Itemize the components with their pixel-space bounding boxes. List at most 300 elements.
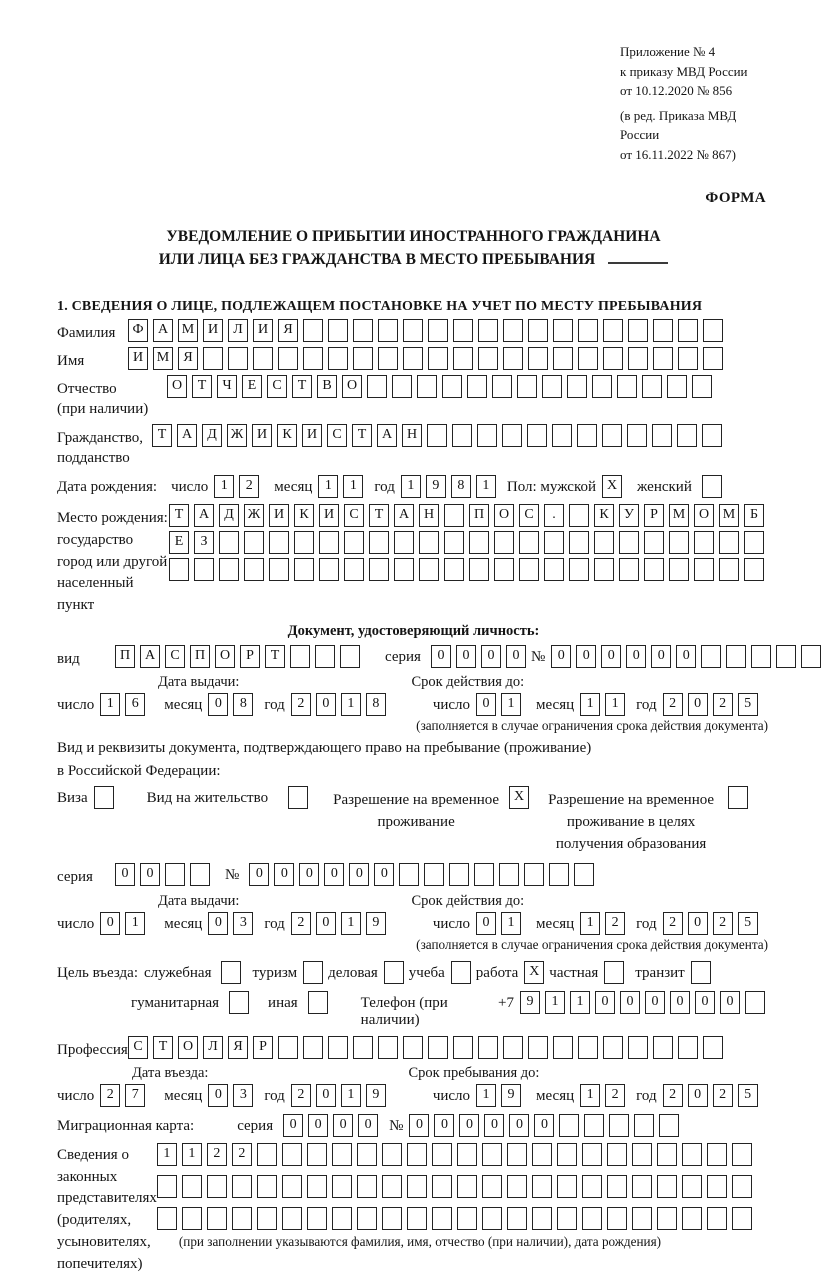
firstname-cell[interactable] [378,347,398,370]
residence-issue-day-cell[interactable]: 0 [100,912,120,935]
doc-kind-cell[interactable]: Р [240,645,260,668]
purpose-study-checkbox[interactable] [451,961,471,984]
patronymic-cell[interactable] [442,375,462,398]
birthplace-cell[interactable] [619,531,639,554]
citizenship-cell[interactable] [477,424,497,447]
representative-cell[interactable] [507,1207,527,1230]
firstname-cell[interactable] [653,347,673,370]
profession-cell[interactable] [278,1036,298,1059]
patronymic-cell[interactable]: С [267,375,287,398]
firstname-cell[interactable] [203,347,223,370]
birthplace-cell[interactable] [569,531,589,554]
profession-cell[interactable]: Р [253,1036,273,1059]
representative-cell[interactable] [307,1207,327,1230]
patronymic-cell[interactable]: Е [242,375,262,398]
surname-cell[interactable] [303,319,323,342]
citizenship-cell[interactable]: Т [352,424,372,447]
citizenship-cell[interactable] [452,424,472,447]
birthplace-cell[interactable] [744,531,764,554]
birthplace-cell[interactable] [694,531,714,554]
birthplace-cell[interactable]: Б [744,504,764,527]
representative-cell[interactable] [332,1143,352,1166]
doc-expiry-month-cell[interactable]: 1 [580,693,600,716]
residence-series-cell[interactable] [190,863,210,886]
residence-expiry-day-cell[interactable]: 0 [476,912,496,935]
patronymic-cell[interactable] [642,375,662,398]
surname-cell[interactable]: Я [278,319,298,342]
doc-kind-cell[interactable]: С [165,645,185,668]
profession-cell[interactable] [503,1036,523,1059]
citizenship-cell[interactable] [627,424,647,447]
doc-number-cell[interactable]: 0 [601,645,621,668]
sex-male-checkbox[interactable]: X [602,475,622,498]
phone-cell[interactable]: 9 [520,991,540,1014]
birthplace-cell[interactable] [269,531,289,554]
representative-cell[interactable] [407,1175,427,1198]
representative-cell[interactable] [682,1143,702,1166]
representative-cell[interactable] [157,1207,177,1230]
birthplace-cell[interactable]: К [594,504,614,527]
birthplace-cell[interactable] [519,531,539,554]
birth-day-cell[interactable]: 2 [239,475,259,498]
surname-cell[interactable] [553,319,573,342]
citizenship-cell[interactable] [702,424,722,447]
birthplace-cell[interactable] [644,558,664,581]
patronymic-cell[interactable] [392,375,412,398]
patronymic-cell[interactable]: О [342,375,362,398]
firstname-cell[interactable] [403,347,423,370]
patronymic-cell[interactable] [617,375,637,398]
birthplace-cell[interactable] [194,558,214,581]
representative-cell[interactable] [357,1207,377,1230]
profession-cell[interactable] [703,1036,723,1059]
doc-issue-year-cell[interactable]: 2 [291,693,311,716]
representative-cell[interactable] [707,1207,727,1230]
birthplace-cell[interactable] [244,531,264,554]
birthplace-cell[interactable]: К [294,504,314,527]
representative-cell[interactable] [532,1207,552,1230]
surname-cell[interactable] [403,319,423,342]
profession-cell[interactable] [603,1036,623,1059]
residence-expiry-day-cell[interactable]: 1 [501,912,521,935]
profession-cell[interactable] [678,1036,698,1059]
profession-cell[interactable] [628,1036,648,1059]
firstname-cell[interactable] [578,347,598,370]
birthplace-cell[interactable] [719,531,739,554]
representative-cell[interactable] [607,1207,627,1230]
patronymic-cell[interactable] [417,375,437,398]
surname-cell[interactable] [453,319,473,342]
residence-expiry-year-cell[interactable]: 5 [738,912,758,935]
surname-cell[interactable] [653,319,673,342]
representative-cell[interactable] [582,1207,602,1230]
stay-year-cell[interactable]: 2 [713,1084,733,1107]
citizenship-cell[interactable]: Д [202,424,222,447]
purpose-other-checkbox[interactable] [308,991,328,1014]
representative-cell[interactable] [432,1175,452,1198]
visa-checkbox[interactable] [94,786,114,809]
residence-number-cell[interactable] [474,863,494,886]
stay-day-cell[interactable]: 1 [476,1084,496,1107]
birthplace-cell[interactable]: О [694,504,714,527]
purpose-private-checkbox[interactable] [604,961,624,984]
representative-cell[interactable] [307,1175,327,1198]
surname-cell[interactable]: М [178,319,198,342]
citizenship-cell[interactable]: А [177,424,197,447]
representative-cell[interactable] [182,1207,202,1230]
residence-permit-checkbox[interactable] [288,786,308,809]
patronymic-cell[interactable] [567,375,587,398]
representative-cell[interactable] [157,1175,177,1198]
purpose-humanitarian-checkbox[interactable] [229,991,249,1014]
residence-number-cell[interactable]: 0 [349,863,369,886]
birthplace-cell[interactable]: Д [219,504,239,527]
firstname-cell[interactable]: И [128,347,148,370]
doc-series-cell[interactable]: 0 [431,645,451,668]
birthplace-cell[interactable] [594,531,614,554]
birthplace-cell[interactable] [419,558,439,581]
phone-cell[interactable]: 0 [645,991,665,1014]
purpose-work-checkbox[interactable]: X [524,961,544,984]
stay-month-cell[interactable]: 2 [605,1084,625,1107]
surname-cell[interactable]: И [253,319,273,342]
citizenship-cell[interactable]: Ж [227,424,247,447]
phone-cell[interactable]: 1 [545,991,565,1014]
profession-cell[interactable] [428,1036,448,1059]
birthplace-cell[interactable]: Е [169,531,189,554]
birthplace-cell[interactable] [569,558,589,581]
citizenship-cell[interactable] [577,424,597,447]
firstname-cell[interactable]: М [153,347,173,370]
representative-cell[interactable] [482,1143,502,1166]
stay-year-cell[interactable]: 0 [688,1084,708,1107]
representative-cell[interactable] [432,1207,452,1230]
firstname-cell[interactable] [503,347,523,370]
citizenship-cell[interactable]: К [277,424,297,447]
birthplace-cell[interactable] [369,531,389,554]
surname-cell[interactable]: И [203,319,223,342]
surname-cell[interactable] [378,319,398,342]
representative-cell[interactable] [557,1175,577,1198]
doc-number-cell[interactable]: 0 [551,645,571,668]
representative-cell[interactable] [432,1143,452,1166]
doc-expiry-year-cell[interactable]: 0 [688,693,708,716]
birthplace-cell[interactable] [669,558,689,581]
doc-number-cell[interactable]: 0 [576,645,596,668]
representative-cell[interactable] [407,1207,427,1230]
doc-issue-day-cell[interactable]: 6 [125,693,145,716]
birth-year-cell[interactable]: 8 [451,475,471,498]
doc-issue-year-cell[interactable]: 8 [366,693,386,716]
firstname-cell[interactable] [453,347,473,370]
patronymic-cell[interactable] [667,375,687,398]
profession-cell[interactable]: Я [228,1036,248,1059]
mc-series-cell[interactable]: 0 [308,1114,328,1137]
patronymic-cell[interactable]: О [167,375,187,398]
birthplace-cell[interactable] [169,558,189,581]
representative-cell[interactable] [457,1207,477,1230]
citizenship-cell[interactable]: Н [402,424,422,447]
residence-expiry-month-cell[interactable]: 2 [605,912,625,935]
birthplace-cell[interactable] [619,558,639,581]
purpose-transit-checkbox[interactable] [691,961,711,984]
mc-number-cell[interactable]: 0 [459,1114,479,1137]
surname-cell[interactable] [528,319,548,342]
surname-cell[interactable]: Л [228,319,248,342]
firstname-cell[interactable]: Я [178,347,198,370]
representative-cell[interactable] [507,1175,527,1198]
doc-number-cell[interactable] [701,645,721,668]
firstname-cell[interactable] [428,347,448,370]
residence-number-cell[interactable]: 0 [374,863,394,886]
residence-number-cell[interactable] [524,863,544,886]
firstname-cell[interactable] [553,347,573,370]
representative-cell[interactable] [232,1207,252,1230]
firstname-cell[interactable] [328,347,348,370]
representative-cell[interactable] [582,1175,602,1198]
representative-cell[interactable] [657,1143,677,1166]
surname-cell[interactable] [628,319,648,342]
residence-issue-month-cell[interactable]: 0 [208,912,228,935]
phone-cell[interactable] [745,991,765,1014]
representative-cell[interactable] [257,1143,277,1166]
mc-number-cell[interactable]: 0 [484,1114,504,1137]
birthplace-cell[interactable] [469,531,489,554]
profession-cell[interactable] [378,1036,398,1059]
profession-cell[interactable] [528,1036,548,1059]
doc-expiry-month-cell[interactable]: 1 [605,693,625,716]
representative-cell[interactable] [457,1175,477,1198]
purpose-official-checkbox[interactable] [221,961,241,984]
birthplace-cell[interactable] [494,531,514,554]
representative-cell[interactable] [357,1175,377,1198]
doc-series-cell[interactable]: 0 [506,645,526,668]
mc-series-cell[interactable]: 0 [333,1114,353,1137]
birthplace-cell[interactable]: С [519,504,539,527]
doc-kind-cell[interactable]: П [115,645,135,668]
representative-cell[interactable] [207,1175,227,1198]
patronymic-cell[interactable]: Т [292,375,312,398]
phone-cell[interactable]: 0 [595,991,615,1014]
mc-number-cell[interactable] [609,1114,629,1137]
profession-cell[interactable] [303,1036,323,1059]
mc-number-cell[interactable] [659,1114,679,1137]
residence-issue-year-cell[interactable]: 2 [291,912,311,935]
birthplace-cell[interactable] [494,558,514,581]
doc-kind-cell[interactable]: А [140,645,160,668]
representative-cell[interactable] [732,1207,752,1230]
birthplace-cell[interactable]: А [194,504,214,527]
representative-cell[interactable] [532,1175,552,1198]
birthplace-cell[interactable] [719,558,739,581]
entry-day-cell[interactable]: 2 [100,1084,120,1107]
firstname-cell[interactable] [303,347,323,370]
doc-expiry-year-cell[interactable]: 2 [663,693,683,716]
birthplace-cell[interactable]: З [194,531,214,554]
birthplace-cell[interactable] [219,558,239,581]
residence-expiry-year-cell[interactable]: 2 [663,912,683,935]
doc-kind-cell[interactable] [290,645,310,668]
patronymic-cell[interactable]: Ч [217,375,237,398]
birth-day-cell[interactable]: 1 [214,475,234,498]
representative-cell[interactable] [482,1207,502,1230]
birthplace-cell[interactable]: . [544,504,564,527]
residence-number-cell[interactable]: 0 [299,863,319,886]
residence-number-cell[interactable] [574,863,594,886]
edu-permit-checkbox[interactable] [728,786,748,809]
doc-kind-cell[interactable] [315,645,335,668]
surname-cell[interactable] [678,319,698,342]
mc-number-cell[interactable] [584,1114,604,1137]
birthplace-cell[interactable]: М [719,504,739,527]
birthplace-cell[interactable] [669,531,689,554]
representative-cell[interactable] [307,1143,327,1166]
representative-cell[interactable] [682,1207,702,1230]
firstname-cell[interactable] [603,347,623,370]
birthplace-cell[interactable] [294,558,314,581]
residence-number-cell[interactable] [449,863,469,886]
mc-number-cell[interactable]: 0 [434,1114,454,1137]
citizenship-cell[interactable] [527,424,547,447]
birthplace-cell[interactable]: Т [369,504,389,527]
purpose-tourism-checkbox[interactable] [303,961,323,984]
firstname-cell[interactable] [528,347,548,370]
birthplace-cell[interactable] [294,531,314,554]
representative-cell[interactable] [407,1143,427,1166]
patronymic-cell[interactable] [367,375,387,398]
representative-cell[interactable] [207,1207,227,1230]
surname-cell[interactable] [428,319,448,342]
representative-cell[interactable] [257,1207,277,1230]
patronymic-cell[interactable] [692,375,712,398]
birthplace-cell[interactable]: О [494,504,514,527]
representative-cell[interactable] [582,1143,602,1166]
birthplace-cell[interactable] [594,558,614,581]
birthplace-cell[interactable] [344,531,364,554]
representative-cell[interactable] [382,1143,402,1166]
doc-expiry-day-cell[interactable]: 1 [501,693,521,716]
citizenship-cell[interactable] [677,424,697,447]
phone-cell[interactable]: 0 [620,991,640,1014]
birthplace-cell[interactable] [219,531,239,554]
doc-series-cell[interactable]: 0 [481,645,501,668]
mc-number-cell[interactable]: 0 [534,1114,554,1137]
residence-number-cell[interactable] [424,863,444,886]
birthplace-cell[interactable] [444,558,464,581]
citizenship-cell[interactable] [427,424,447,447]
birthplace-cell[interactable] [269,558,289,581]
birthplace-cell[interactable]: И [319,504,339,527]
entry-year-cell[interactable]: 0 [316,1084,336,1107]
phone-cell[interactable]: 0 [695,991,715,1014]
representative-cell[interactable] [532,1143,552,1166]
citizenship-cell[interactable] [652,424,672,447]
stay-year-cell[interactable]: 2 [663,1084,683,1107]
surname-cell[interactable] [353,319,373,342]
birthplace-cell[interactable] [319,531,339,554]
birthplace-cell[interactable] [544,558,564,581]
mc-number-cell[interactable]: 0 [509,1114,529,1137]
birthplace-cell[interactable]: Н [419,504,439,527]
representative-cell[interactable] [282,1207,302,1230]
representative-cell[interactable] [707,1175,727,1198]
doc-kind-cell[interactable]: П [190,645,210,668]
mc-number-cell[interactable] [634,1114,654,1137]
doc-issue-year-cell[interactable]: 0 [316,693,336,716]
purpose-business-checkbox[interactable] [384,961,404,984]
surname-cell[interactable]: А [153,319,173,342]
phone-cell[interactable]: 0 [720,991,740,1014]
residence-series-cell[interactable]: 0 [140,863,160,886]
birthplace-cell[interactable] [444,531,464,554]
mc-number-cell[interactable]: 0 [409,1114,429,1137]
sex-female-checkbox[interactable] [702,475,722,498]
representative-cell[interactable] [732,1175,752,1198]
residence-issue-year-cell[interactable]: 1 [341,912,361,935]
representative-cell[interactable] [182,1175,202,1198]
profession-cell[interactable] [453,1036,473,1059]
firstname-cell[interactable] [228,347,248,370]
profession-cell[interactable]: О [178,1036,198,1059]
representative-cell[interactable] [357,1143,377,1166]
residence-issue-day-cell[interactable]: 1 [125,912,145,935]
citizenship-cell[interactable] [602,424,622,447]
citizenship-cell[interactable]: И [252,424,272,447]
firstname-cell[interactable] [703,347,723,370]
representative-cell[interactable] [682,1175,702,1198]
residence-expiry-month-cell[interactable]: 1 [580,912,600,935]
doc-issue-month-cell[interactable]: 0 [208,693,228,716]
representative-cell[interactable] [657,1175,677,1198]
representative-cell[interactable]: 2 [232,1143,252,1166]
birthplace-cell[interactable]: М [669,504,689,527]
doc-kind-cell[interactable] [340,645,360,668]
firstname-cell[interactable] [628,347,648,370]
patronymic-cell[interactable] [467,375,487,398]
entry-year-cell[interactable]: 1 [341,1084,361,1107]
firstname-cell[interactable] [278,347,298,370]
representative-cell[interactable] [507,1143,527,1166]
birthplace-cell[interactable]: Ж [244,504,264,527]
citizenship-cell[interactable]: С [327,424,347,447]
profession-cell[interactable]: Л [203,1036,223,1059]
residence-series-cell[interactable]: 0 [115,863,135,886]
doc-number-cell[interactable]: 0 [676,645,696,668]
birthplace-cell[interactable] [394,558,414,581]
residence-number-cell[interactable] [399,863,419,886]
representative-cell[interactable] [707,1143,727,1166]
residence-number-cell[interactable]: 0 [249,863,269,886]
profession-cell[interactable] [353,1036,373,1059]
mc-series-cell[interactable]: 0 [283,1114,303,1137]
birth-year-cell[interactable]: 1 [476,475,496,498]
representative-cell[interactable] [457,1143,477,1166]
birth-month-cell[interactable]: 1 [318,475,338,498]
firstname-cell[interactable] [478,347,498,370]
citizenship-cell[interactable]: А [377,424,397,447]
entry-year-cell[interactable]: 2 [291,1084,311,1107]
firstname-cell[interactable] [678,347,698,370]
surname-cell[interactable] [578,319,598,342]
doc-issue-day-cell[interactable]: 1 [100,693,120,716]
birthplace-cell[interactable]: А [394,504,414,527]
representative-cell[interactable] [257,1175,277,1198]
representative-cell[interactable] [382,1207,402,1230]
patronymic-cell[interactable]: В [317,375,337,398]
birthplace-cell[interactable] [744,558,764,581]
stay-month-cell[interactable]: 1 [580,1084,600,1107]
representative-cell[interactable] [282,1175,302,1198]
